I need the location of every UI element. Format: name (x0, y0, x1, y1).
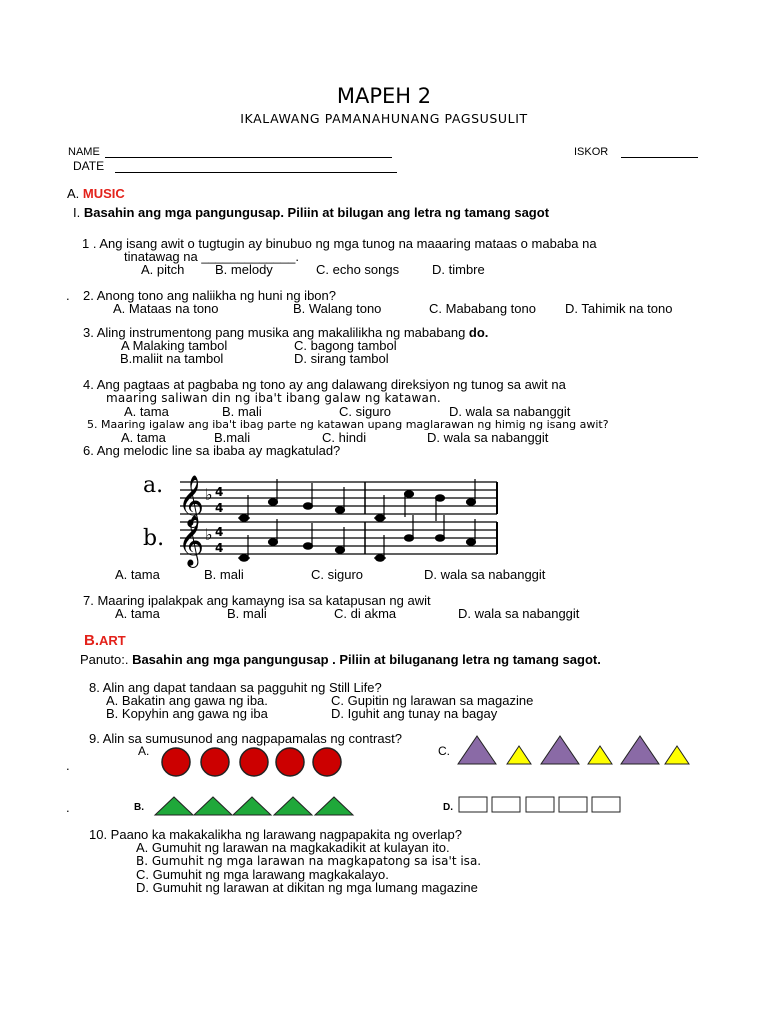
question-1-line2: tinatawag na _____________. (124, 249, 299, 264)
q9-dot-1: . (66, 758, 70, 773)
choice-5b[interactable]: B.mali (214, 430, 251, 445)
choice-6c[interactable]: C. siguro (311, 567, 364, 582)
choice-7a[interactable]: A. tama (115, 606, 160, 621)
choice-2b[interactable]: B. Walang tono (293, 301, 382, 316)
staff-label-a: a. (143, 473, 164, 498)
question-1: 1 . Ang isang awit o tugtugin ay binubuo ng mga tunog na maaaring mataas o mababa na (82, 236, 597, 251)
choice-2a[interactable]: A. Mataas na tono (113, 301, 219, 316)
question-2: 2. Anong tono ang naliikha ng huni ng ibon? (83, 288, 336, 303)
choice-1b[interactable]: B. melody (215, 262, 273, 277)
choice-5d[interactable]: D. wala sa nabanggit (427, 430, 549, 445)
svg-text:4: 4 (215, 501, 224, 515)
empty-rectangle (459, 797, 487, 812)
panuto-label: Panuto:. (80, 652, 129, 667)
question-7: 7. Maaring ipalakpak ang kamayng isa sa katapusan ng awit (83, 593, 431, 608)
choice-1c[interactable]: C. echo songs (316, 262, 400, 277)
svg-text:4: 4 (215, 541, 224, 555)
choice-6a[interactable]: A. tama (115, 567, 160, 582)
section-a-letter: A. (67, 186, 80, 201)
empty-rectangle (592, 797, 620, 812)
svg-text:4: 4 (215, 525, 224, 539)
option-9b-label[interactable]: B. (134, 802, 144, 813)
choice-4a[interactable]: A. tama (124, 404, 169, 419)
empty-rectangle (559, 797, 587, 812)
question-9: 9. Alin sa sumusunod ang nagpapamalas ng contrast? (89, 731, 402, 746)
question-4-line2: maaring saliwan din ng iba't ibang galaw ng katawan. (106, 391, 441, 405)
section-b-instruction-text: Basahin ang mga pangungusap . Piliin at biluganang letra ng tamang sagot. (132, 652, 601, 667)
choice-10b[interactable]: B. Gumuhit ng mga larawan na magkapatong sa isa't isa. (136, 854, 482, 868)
question-3-text: 3. Aling instrumentong pang musika ang makalilikha ng mababang (83, 325, 466, 340)
staff-label-b: b. (143, 526, 165, 551)
choice-5a[interactable]: A. tama (121, 430, 166, 445)
choice-3b[interactable]: B.maliit na tambol (120, 351, 224, 366)
empty-rectangle (526, 797, 554, 812)
q9-dot-2: . (66, 800, 70, 815)
choice-8d[interactable]: D. Iguhit ang tunay na bagay (331, 706, 498, 721)
question-8: 8. Alin ang dapat tandaan sa pagguhit ng Still Life? (89, 680, 382, 695)
instruction-text: Basahin ang mga pangungusap. Piliin at bilugan ang letra ng tamang sagot (83, 205, 550, 220)
choice-1d[interactable]: D. timbre (432, 262, 485, 277)
page-title: MAPEH 2 (336, 84, 432, 108)
choice-2c[interactable]: C. Mababang tono (429, 301, 536, 316)
question-3-bold: do. (468, 325, 489, 340)
question-5: 5. Maaring igalaw ang iba't ibag parte ng katawan upang maglarawan ng himig ng isang awit? (87, 418, 609, 431)
question-6: 6. Ang melodic line sa ibaba ay magkatulad? (83, 443, 341, 458)
choice-7b[interactable]: B. mali (227, 606, 267, 621)
choice-5c[interactable]: C. hindi (322, 430, 367, 445)
choice-2d[interactable]: D. Tahimik na tono (565, 301, 673, 316)
choice-7c[interactable]: C. di akma (334, 606, 397, 621)
section-b-letter: B. (84, 632, 99, 649)
choice-8b[interactable]: B. Kopyhin ang gawa ng iba (106, 706, 268, 721)
svg-text:4: 4 (215, 485, 224, 499)
option-9a-label[interactable]: A. (138, 744, 150, 758)
choice-4d[interactable]: D. wala sa nabanggit (449, 404, 571, 419)
q2-dot: . (66, 288, 70, 303)
section-a-name: MUSIC (82, 186, 125, 201)
choice-8c[interactable]: C. Gupitin ng larawan sa magazine (331, 693, 534, 708)
choice-7d[interactable]: D. wala sa nabanggit (458, 606, 580, 621)
choice-3c[interactable]: C. bagong tambol (294, 338, 397, 353)
empty-rectangle (492, 797, 520, 812)
choice-8a[interactable]: A. Bakatin ang gawa ng iba. (106, 693, 268, 708)
svg-text:𝄞: 𝄞 (178, 475, 205, 526)
section-b-name: ART (99, 633, 126, 648)
option-9d-label[interactable]: D. (443, 802, 453, 813)
choice-3d[interactable]: D. sirang tambol (294, 351, 389, 366)
instruction-prefix: I. (73, 205, 81, 220)
choice-4b[interactable]: B. mali (222, 404, 262, 419)
choice-6b[interactable]: B. mali (204, 567, 244, 582)
score-label: ISKOR (574, 146, 609, 158)
choice-10a[interactable]: A. Gumuhit ng larawan na magkakadikit at kulayan ito. (136, 840, 450, 855)
choice-6d[interactable]: D. wala sa nabanggit (424, 567, 546, 582)
date-label: DATE (73, 159, 105, 173)
question-10: 10. Paano ka makakalikha ng larawang nagpapakita ng overlap? (89, 827, 462, 842)
svg-text:𝄞: 𝄞 (178, 515, 205, 566)
question-4: 4. Ang pagtaas at pagbaba ng tono ay ang dalawang direksiyon ng tunog sa awit na (83, 377, 566, 392)
option-9c-label[interactable]: C. (438, 744, 450, 758)
choice-10c[interactable]: C. Gumuhit ng mga larawang magkakalayo. (136, 867, 389, 882)
svg-text:♭: ♭ (205, 525, 213, 544)
name-label: NAME (68, 146, 100, 158)
choice-10d[interactable]: D. Gumuhit ng larawan at dikitan ng mga lumang magazine (136, 880, 478, 895)
choice-3a[interactable]: A Malaking tambol (121, 338, 228, 353)
choice-4c[interactable]: C. siguro (339, 404, 392, 419)
page-subtitle: IKALAWANG PAMANAHUNANG PAGSUSULIT (240, 111, 528, 126)
svg-text:♭: ♭ (205, 485, 213, 504)
choice-1a[interactable]: A. pitch (141, 262, 185, 277)
